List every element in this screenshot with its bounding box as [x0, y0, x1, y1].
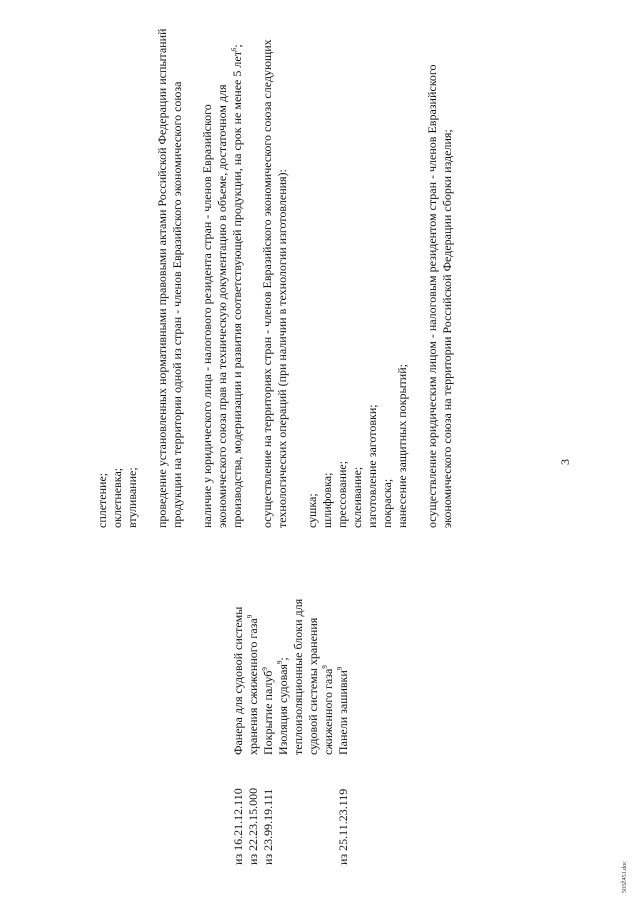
requirements-column	[95, 28, 455, 528]
product-item: Фанера для судовой системы хранения сжиженного газа$^9$	[231, 606, 260, 755]
product-code: из 22.23.15.000	[246, 787, 260, 865]
product-code: из 16.21.12.110	[231, 788, 245, 865]
testing-requirement: проведение установленных нормативными правовыми актами Российской Федерации испытаний продукции на территории одной из стран - членов Евразийского экономического союза	[155, 28, 184, 528]
product-code: из 23.99.19.111	[261, 788, 275, 865]
operation-item: склеивание;	[350, 466, 364, 528]
documentation-requirement: наличие у юридического лица - налогового резидента стран - членов Евразийского экономического союза прав на техническую документацию в объеме, достаточном для производства, модернизации и развития соответствующей продукции, на срок не менее 5 лет$^6$;	[200, 44, 244, 528]
page-number: 3	[558, 459, 572, 465]
operations-intro: осуществление на территориях стран - членов Евразийского экономического союза следующих технологических операций (при наличии в технологии изготовления):	[260, 39, 289, 528]
assembly-requirement: осуществление юридическим лицом - налоговым резидентом стран - членов Евразийского экономического союза на территории Российской Федерации сборки изделия;	[425, 64, 454, 528]
product-item: Изоляция судовая$^9$;	[276, 657, 290, 755]
product-codes	[231, 755, 351, 865]
operation-item: изготовление заготовки;	[365, 404, 379, 528]
operation-item: оклетневка;	[110, 467, 124, 528]
operation-item: покраска;	[380, 478, 394, 528]
product-item: теплоизоляционные блоки для судовой системы хранения сжиженного газа$^9$	[291, 598, 335, 755]
operation-item: нанесение защитных покрытий;	[395, 364, 409, 528]
operation-item: шлифовка;	[320, 472, 334, 528]
operation-item: втуливание;	[125, 467, 139, 528]
operation-item: сплетение;	[95, 472, 109, 528]
operation-item: сушка;	[305, 493, 319, 528]
product-code: из 25.11.23.119	[336, 788, 350, 865]
product-item: Покрытие палуб$^9$	[261, 667, 275, 755]
operation-item: прессование;	[335, 460, 349, 528]
product-item: Панели зашивки$^9$	[336, 666, 350, 755]
footer-code: 503Ž451.doc	[622, 861, 628, 893]
product-names	[231, 580, 351, 755]
